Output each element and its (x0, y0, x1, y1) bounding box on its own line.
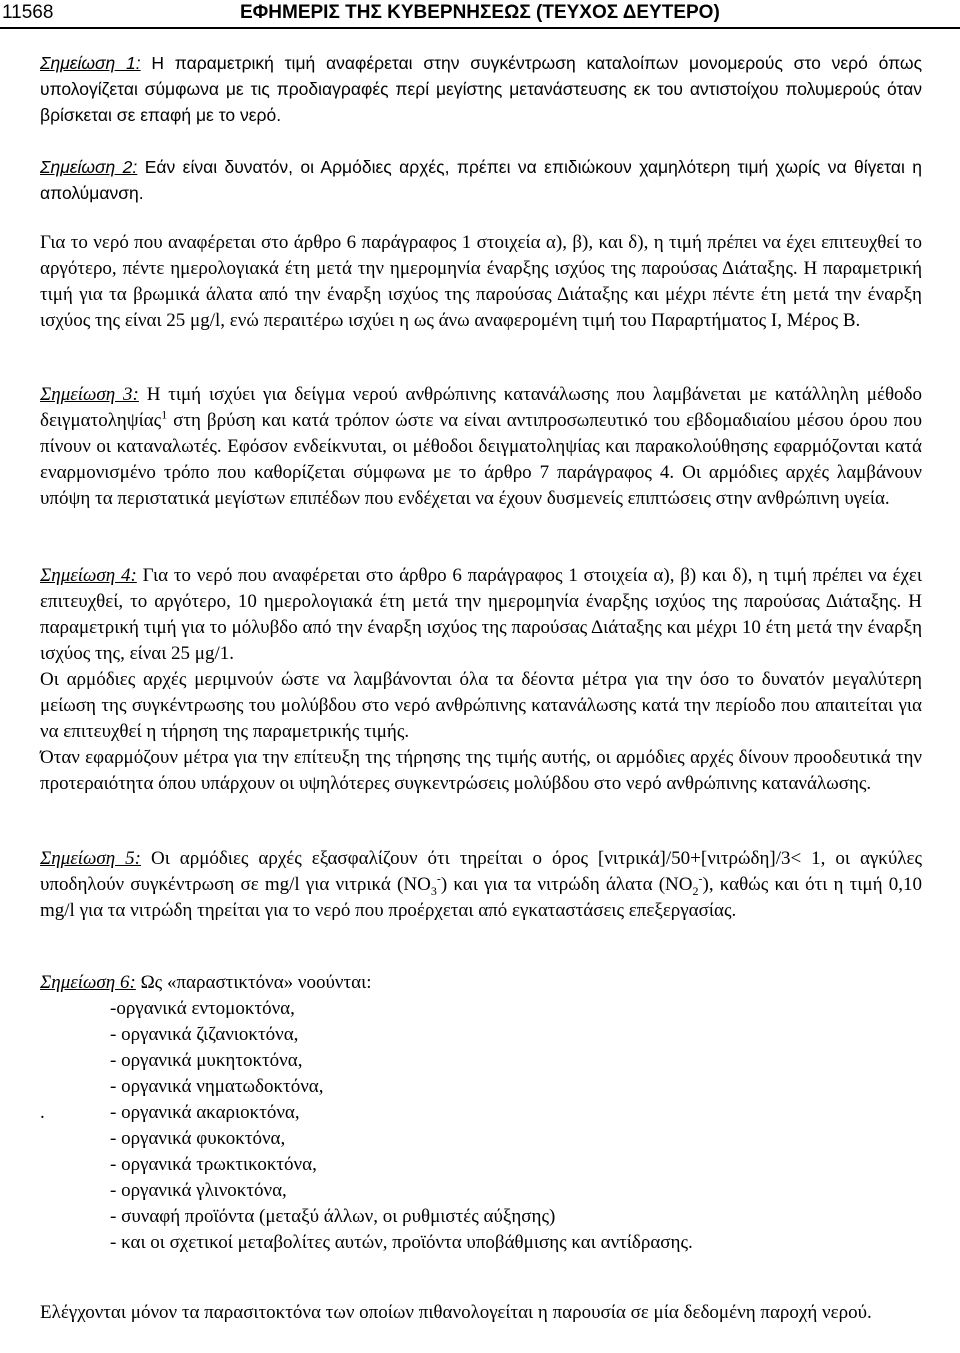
note-4 (40, 563, 922, 797)
note-4-label: Σημείωση 4: (40, 565, 137, 586)
bromate-paragraph-text: Για το νερό που αναφέρεται στο άρθρο 6 παράγραφος 1 στοιχεία α), β), και δ), η τιμή πρέπει να έχει επιτευχθεί το αργότερο, πέντε ημερολογιακά έτη μετά την ημερομηνία έναρξης ισχύος της παρούσας Διάταξης. Η παραμετρική τιμή για τα βρωμικά άλατα από την έναρξη ισχύος της παρούσας Διάταξης και μέχρι πέντε έτη μετά την έναρξη ισχύος της είναι 25 μg/l, ενώ περαιτέρω ισχύει η ως άνω αναφερομένη τιμή του Παραρτήματος Ι, Μέρος Β. (40, 232, 922, 331)
bromate-paragraph (40, 230, 922, 334)
page-number: 11568 (2, 2, 54, 23)
nitrate-subscript: 3 (430, 883, 437, 898)
note-6-text: Ως «παραστικτόνα» νοούνται: (135, 972, 372, 993)
note-5-label: Σημείωση 5: (40, 848, 142, 869)
list-item: - οργανικά μυκητοκτόνα, (110, 1050, 303, 1071)
footnote-marker: 1 (161, 407, 168, 422)
nitrate-charge: - (436, 871, 441, 886)
note-1-text: Η παραμετρική τιμή αναφέρεται στην συγκέντρωση καταλοίπων μονομερούς στο νερό όπως υπολογίζεται σύμφωνα με τις προδιαγραφές περί μεγίστης μετανάστευσης εκ του αντιστοίχου πολυμερούς όταν βρίσκεται σε επαφή με το νερό. (40, 53, 922, 125)
note-2-label: Σημείωση 2: (40, 157, 138, 177)
page-header (0, 0, 960, 29)
list-item: - οργανικά ζιζανιοκτόνα, (110, 1024, 299, 1045)
list-item: - οργανικά τρωκτικοκτόνα, (110, 1154, 317, 1175)
note-2 (40, 154, 922, 206)
list-item: - οργανικά νηματωδοκτόνα, (110, 1076, 324, 1097)
note-3-label: Σημείωση 3: (40, 384, 139, 405)
note-4-paragraph-2: Οι αρμόδιες αρχές μεριμνούν ώστε να λαμβάνονται όλα τα δέοντα μέτρα για την όσο το δυνατόν μεγαλύτερη μείωση της συγκέντρωσης του μολύβδου στο νερό ανθρώπινης κατανάλωσης κατά την περίοδο που απαιτείται για να επιτευχθεί η τήρηση της παραμετρικής τιμής. (40, 669, 922, 742)
note-1-label: Σημείωση 1: (40, 53, 141, 73)
nitrite-charge: - (698, 871, 703, 886)
closing-text: Ελέγχονται μόνον τα παρασιτοκτόνα των οποίων πιθανολογείται η παρουσία σε μία δεδομένη παροχή νερού. (40, 1302, 872, 1323)
list-item: - συναφή προϊόντα (μεταξύ άλλων, οι ρυθμιστές αύξησης) (110, 1206, 556, 1227)
note-4-paragraph-3: Όταν εφαρμόζουν μέτρα για την επίτευξη της τήρησης της τιμής αυτής, οι αρμόδιες αρχές δίνουν προοδευτικά την προτεραιότητα όπου υπάρχουν οι υψηλότερες συγκεντρώσεις μολύβδου στο νερό ανθρώπινης κατανάλωσης. (40, 747, 922, 794)
note-2-text: Εάν είναι δυνατόν, οι Αρμόδιες αρχές, πρέπει να επιδιώκουν χαμηλότερη τιμή χωρίς να θίγεται η απολύμανση. (40, 157, 922, 203)
note-5-text-b: ) και για τα νιτρώδη άλατα (NO (440, 874, 693, 895)
closing-paragraph (40, 1300, 922, 1326)
list-item: - οργανικά φυκοκτόνα, (110, 1128, 286, 1149)
note-3 (40, 382, 922, 512)
note-5-text-c: ), καθώς και ότι η τιμή 0,10 mg/l για τα νιτρώδη τηρείται για το νερό που προέρχεται από εγκαταστάσεις επεξεργασίας. (40, 874, 922, 921)
note-5 (40, 846, 922, 924)
note-5-text-a: Οι αρμόδιες αρχές εξασφαλίζουν ότι τηρείται ο όρος [νιτρικά]/50+[νιτρώδη]/3< 1, οι αγκύλες υποδηλούν συγκέντρωση σε mg/l για νιτρικά (NO (40, 848, 922, 895)
note-3-text-b: στη βρύση και κατά τρόπον ώστε να είναι αντιπροσωπευτικό του εβδομαδιαίου μέσου όρου που πίνουν οι καταναλωτές. Εφόσον ενδείκνυται, οι μέθοδοι δειγματοληψίας και παρακολούθησης εφαρμόζονται κατά εναρμονισμένο τρόπο που καθορίζεται σύμφωνα με το άρθρο 7 παράγραφος 4. Οι αρμόδιες αρχές λαμβάνουν υπόψη τα περιστατικά μεγίστων επιπέδων που ενδέχεται να έχουν δυσμενείς επιπτώσεις στην ανθρώπινη υγεία. (40, 410, 922, 509)
note-3-text-a: Η τιμή ισχύει για δείγμα νερού ανθρώπινης κατανάλωσης που λαμβάνεται με κατάλληλη μέθοδο δειγματοληψίας (40, 384, 922, 431)
list-item: - οργανικά ακαριοκτόνα, (110, 1102, 300, 1123)
stray-dot: . (40, 1102, 45, 1123)
list-item: - οργανικά γλινοκτόνα, (110, 1180, 287, 1201)
nitrite-subscript: 2 (692, 883, 699, 898)
note-6-label: Σημείωση 6: (40, 972, 136, 993)
note-6 (40, 970, 922, 996)
note-4-text: Για το νερό που αναφέρεται στο άρθρο 6 παράγραφος 1 στοιχεία α), β) και δ), η τιμή πρέπει να έχει επιτευχθεί, το αργότερο, 10 ημερολογιακά έτη μετά την ημερομηνία έναρξης ισχύος της παρούσας Διάταξης. Η παραμετρική τιμή για το μόλυβδο από την έναρξη ισχύος της παρούσας Διάταξης και μέχρι 10 έτη μετά την έναρξη ισχύος της, είναι 25 μg/1. (40, 565, 922, 664)
list-item: - και οι σχετικοί μεταβολίτες αυτών, προϊόντα υποβάθμισης και αντίδρασης. (110, 1232, 693, 1253)
note-1 (40, 50, 922, 128)
list-item: -οργανικά εντομοκτόνα, (110, 998, 295, 1019)
journal-title: ΕΦΗΜΕΡΙΣ ΤΗΣ ΚΥΒΕΡΝΗΣΕΩΣ (ΤΕΥΧΟΣ ΔΕΥΤΕΡΟ) (240, 2, 720, 23)
